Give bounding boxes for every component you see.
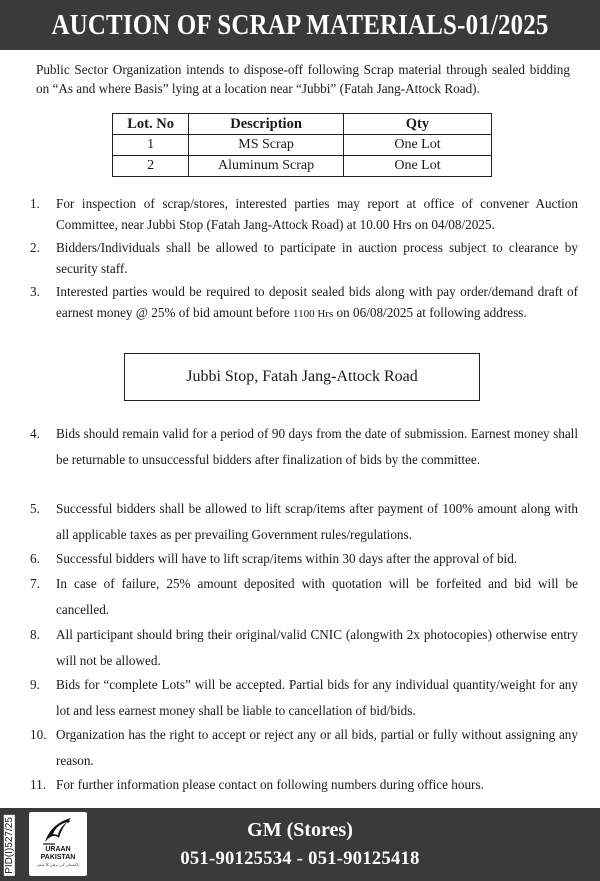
item-text: All participant should bring their original/valid CNIC (alongwith 2x photocopies) otherwise entry will not be allowed. [56, 627, 578, 668]
item-number: 8. [30, 627, 40, 642]
item-number: 1. [30, 196, 40, 211]
list-item [30, 672, 578, 724]
item-text: Bids should remain valid for a period of 90 days from the date of submission. Earnest money shall be returnable to unsuccessful bidders after finalization of bids by the committee. [56, 426, 578, 467]
list-item [30, 193, 578, 235]
pid-code [2, 810, 16, 880]
page-title: AUCTION OF SCRAP MATERIALS-01/2025 [51, 8, 549, 41]
item-text: Organization has the right to accept or reject any or all bids, partial or fully without assigning any reason. [56, 727, 578, 768]
item-number: 2. [30, 240, 40, 255]
list-item [30, 571, 578, 623]
table-header-row [113, 114, 492, 135]
table-cell: 2 [113, 156, 189, 177]
item-time: 1100 Hrs [293, 308, 334, 320]
pid-text: PID(I)527/25 [3, 816, 15, 874]
item-number: 3. [30, 284, 40, 299]
item-text: For inspection of scrap/stores, interested parties may report at office of convener Auction Committee, near Jubbi Stop (Fatah Jang-Attock Road) at 10.00 Hrs on 04/08/2025. [56, 196, 578, 232]
intro-paragraph: Public Sector Organization intends to dispose-off following Scrap material through sealed bidding on “As and where Basis” lying at a location near “Jubbi” (Fatah Jang-Attock Road). [36, 62, 570, 96]
list-item [30, 421, 578, 473]
header-qty: Qty [343, 114, 491, 135]
table-cell: 1 [113, 135, 189, 156]
list-item [30, 546, 578, 572]
lots-table [112, 113, 492, 177]
item-number: 6. [30, 551, 40, 566]
item-text [56, 281, 578, 325]
item-number: 7. [30, 576, 40, 591]
item-text-part: Interested parties would be required to deposit sealed bids along with pay order/demand draft of earnest money @ 25% of bid amount before [56, 284, 578, 320]
list-item [30, 622, 578, 674]
item-text: For further information please contact on following numbers during office hours. [56, 777, 484, 792]
list-item [30, 281, 578, 325]
contact-phones: 051-90125534 - 051-90125418 [180, 849, 420, 869]
header-description: Description [189, 114, 344, 135]
item-text: Bids for “complete Lots” will be accepted. Partial bids for any individual quantity/weight for any lot and less earnest money shall be liable to cancellation of bid/bids. [56, 677, 578, 718]
logo-text-line1: URAAN [45, 846, 71, 853]
item-text: In case of failure, 25% amount deposited with quotation will be forfeited and bid will be cancelled. [56, 576, 578, 617]
item-number: 9. [30, 677, 40, 692]
list-item [30, 722, 578, 774]
page-header [0, 0, 600, 50]
item-text: Bidders/Individuals shall be allowed to participate in auction process subject to clearance by security staff. [56, 240, 578, 276]
header-lot-no: Lot. No [113, 114, 189, 135]
bird-emblem-icon [41, 814, 75, 846]
item-text: Successful bidders shall be allowed to lift scrap/items after payment of 100% amount along with all applicable taxes as per prevailing Government rules/regulations. [56, 501, 578, 542]
list-item [30, 772, 578, 798]
item-number: 11. [30, 777, 46, 792]
logo-tagline: پاکستان کی ترقی کا سفر [36, 862, 80, 867]
table-cell: MS Scrap [189, 135, 344, 156]
uraan-pakistan-logo [29, 812, 87, 876]
table-row [113, 135, 492, 156]
item-number: 4. [30, 426, 40, 441]
table-cell: One Lot [343, 156, 491, 177]
item-text: Successful bidders will have to lift scrap/items within 30 days after the approval of bid. [56, 551, 518, 566]
logo-text-line2: PAKISTAN [40, 854, 76, 861]
table-cell: One Lot [343, 135, 491, 156]
contact-title: GM (Stores) [247, 819, 353, 841]
item-text-part: on 06/08/2025 at following address. [333, 305, 527, 320]
table-row [113, 156, 492, 177]
table-cell: Aluminum Scrap [189, 156, 344, 177]
list-item [30, 237, 578, 279]
item-number: 10. [30, 727, 47, 742]
list-item [30, 496, 578, 548]
address-box: Jubbi Stop, Fatah Jang-Attock Road [124, 353, 480, 401]
item-number: 5. [30, 501, 40, 516]
